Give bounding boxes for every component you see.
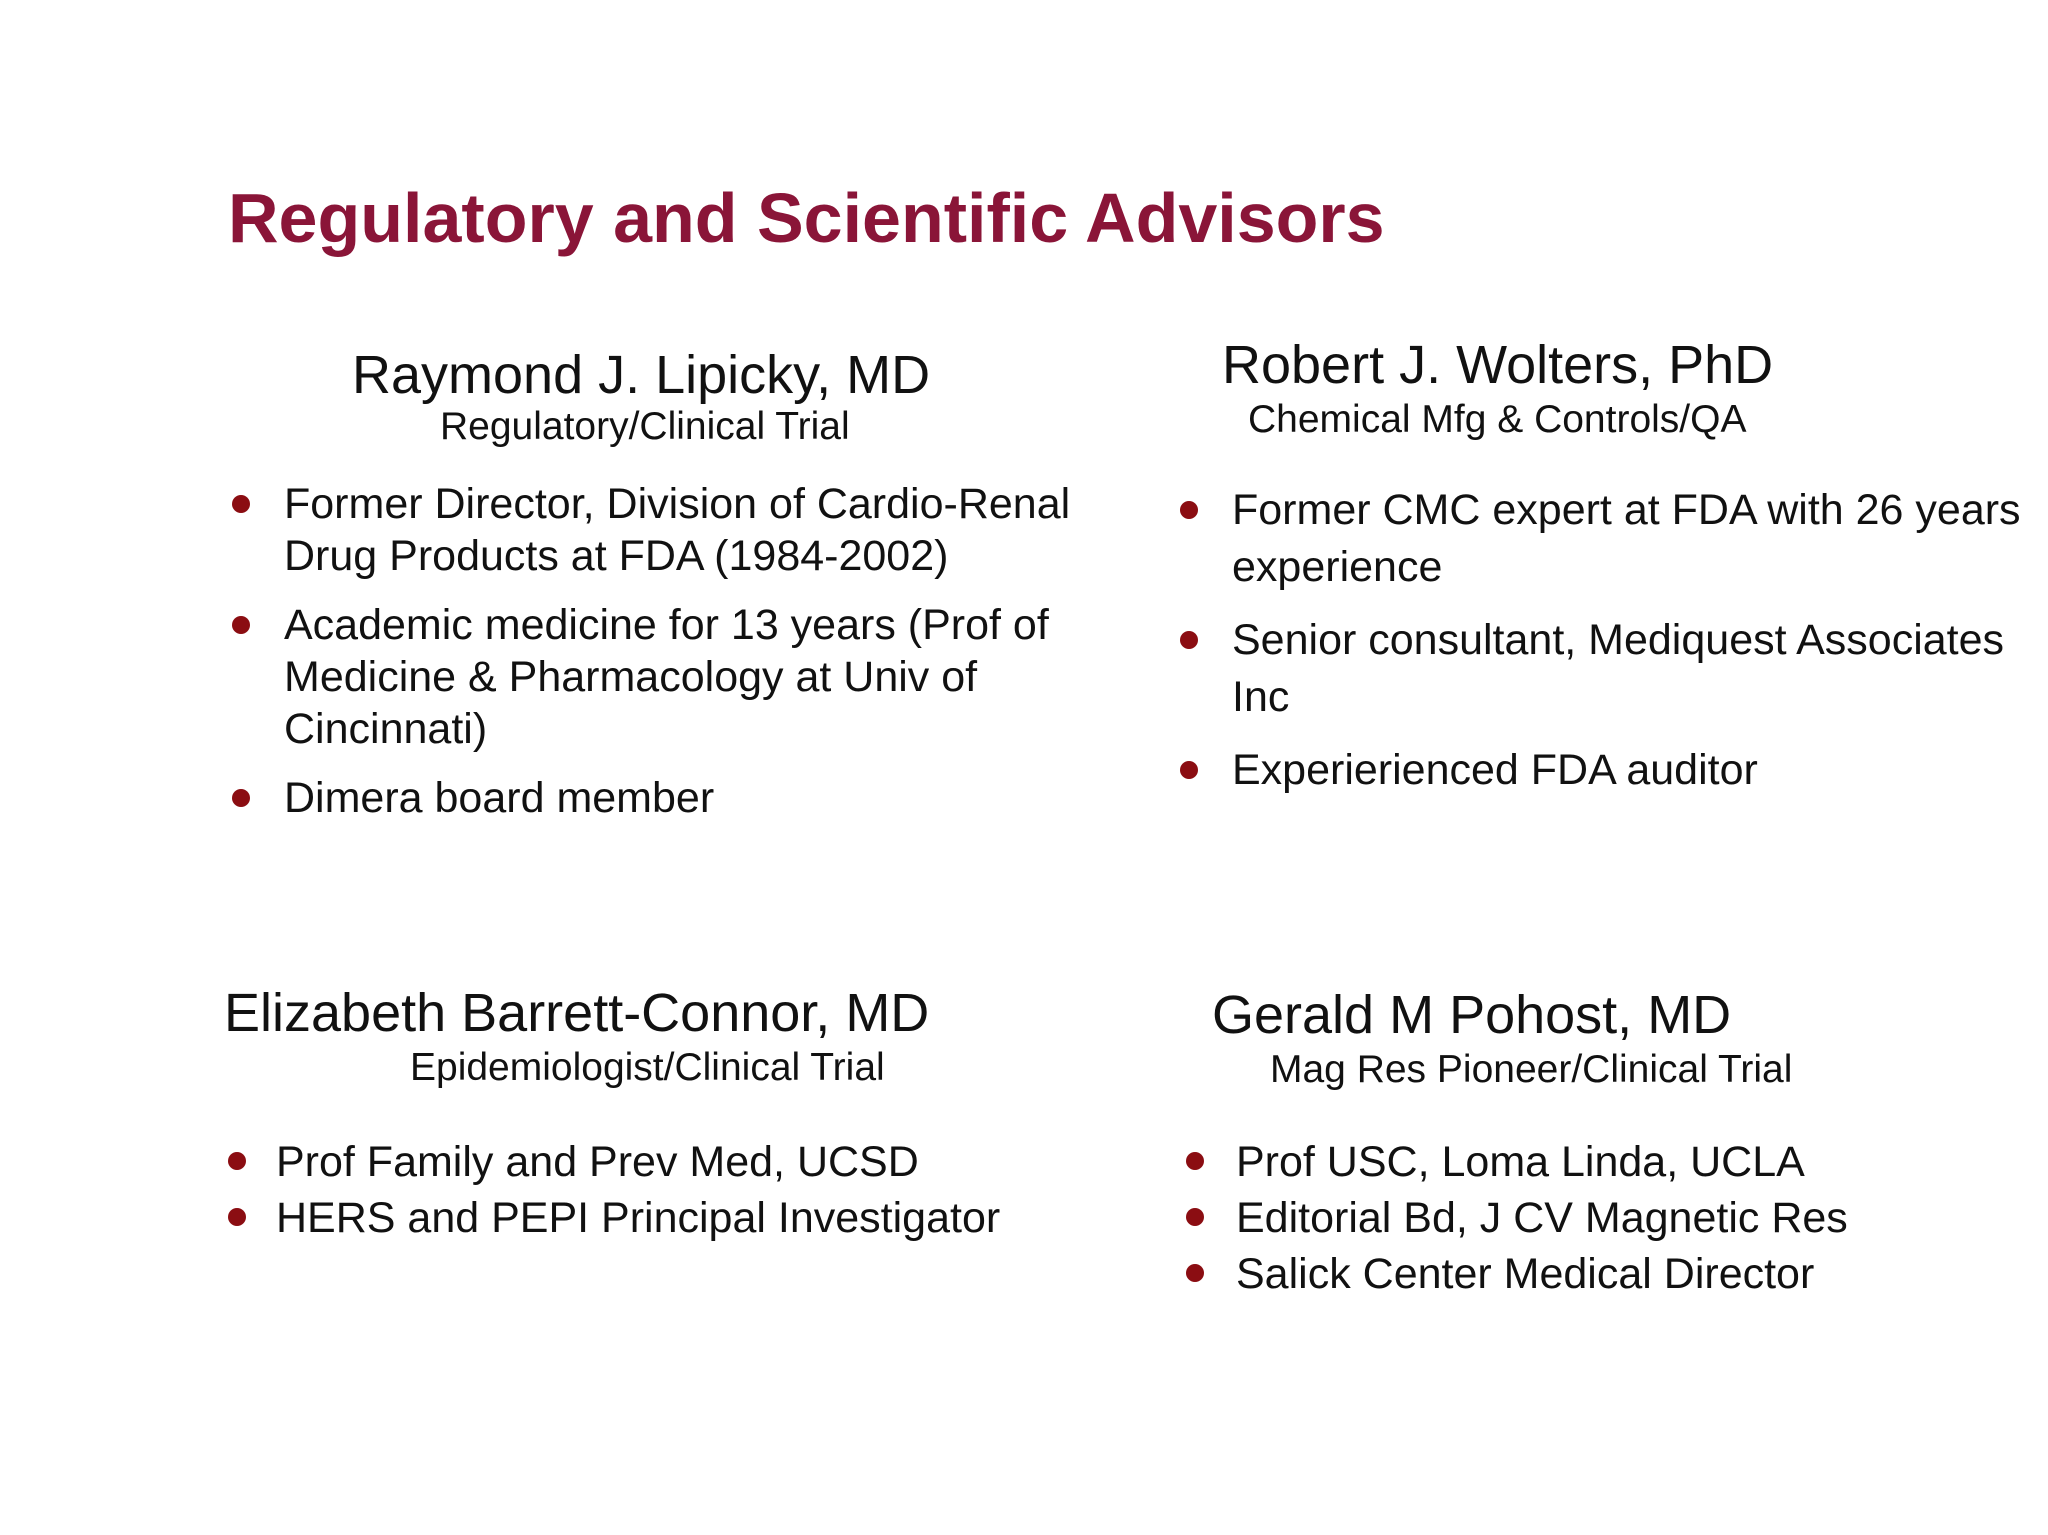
bullet-item xyxy=(222,1190,1102,1246)
bullet-text: Senior consultant, Mediquest Associates Inc xyxy=(1232,616,2005,721)
advisor-bullet-list xyxy=(228,478,1088,841)
bullet-item xyxy=(222,1134,1102,1190)
bullet-dot-icon xyxy=(1180,631,1198,649)
advisor-bullet-list xyxy=(222,1134,1102,1246)
bullet-text: Editorial Bd, J CV Magnetic Res xyxy=(1236,1194,1848,1242)
bullet-text: Experierienced FDA auditor xyxy=(1232,746,1758,794)
bullet-dot-icon xyxy=(1186,1208,1204,1226)
advisor-bullet-list xyxy=(1180,1134,2040,1302)
advisor-role: Regulatory/Clinical Trial xyxy=(440,405,850,448)
bullet-text: Dimera board member xyxy=(284,774,715,822)
bullet-text: Salick Center Medical Director xyxy=(1236,1250,1815,1298)
advisor-card-pohost xyxy=(1180,980,2040,1310)
bullet-item xyxy=(1176,612,2036,726)
bullet-item xyxy=(228,478,1088,582)
advisor-card-wolters xyxy=(1176,335,2036,835)
advisor-role: Mag Res Pioneer/Clinical Trial xyxy=(1270,1048,1793,1091)
bullet-dot-icon xyxy=(228,1152,246,1170)
advisor-role: Chemical Mfg & Controls/QA xyxy=(1248,398,1747,441)
bullet-dot-icon xyxy=(232,616,250,634)
bullet-text: Prof USC, Loma Linda, UCLA xyxy=(1236,1138,1805,1186)
bullet-dot-icon xyxy=(232,789,250,807)
bullet-item xyxy=(1176,482,2036,596)
bullet-dot-icon xyxy=(1186,1264,1204,1282)
advisor-card-barrett-connor xyxy=(222,980,1102,1260)
advisor-name: Raymond J. Lipicky, MD xyxy=(352,345,931,405)
bullet-item xyxy=(1180,1190,2040,1246)
advisor-name: Gerald M Pohost, MD xyxy=(1212,985,1732,1045)
advisor-role: Epidemiologist/Clinical Trial xyxy=(410,1046,885,1089)
bullet-text: HERS and PEPI Principal Investigator xyxy=(276,1194,1001,1242)
bullet-dot-icon xyxy=(1186,1152,1204,1170)
bullet-dot-icon xyxy=(232,495,250,513)
bullet-item xyxy=(1176,742,2036,799)
bullet-item xyxy=(1180,1134,2040,1190)
bullet-dot-icon xyxy=(1180,501,1198,519)
bullet-text: Prof Family and Prev Med, UCSD xyxy=(276,1138,919,1186)
bullet-text: Former Director, Division of Cardio-Renal Drug Products at FDA (1984-2002) xyxy=(284,480,1071,580)
bullet-text: Academic medicine for 13 years (Prof of Medicine & Pharmacology at Univ of Cincinnati) xyxy=(284,601,1049,753)
bullet-item xyxy=(228,772,1088,824)
advisor-name: Robert J. Wolters, PhD xyxy=(1222,335,1774,395)
advisor-card-lipicky xyxy=(228,340,1088,900)
bullet-dot-icon xyxy=(1180,761,1198,779)
bullet-text: Former CMC expert at FDA with 26 years experience xyxy=(1232,486,2021,591)
bullet-item xyxy=(228,599,1088,755)
advisor-bullet-list xyxy=(1176,482,2036,815)
slide-title: Regulatory and Scientific Advisors xyxy=(228,179,1385,257)
bullet-dot-icon xyxy=(228,1208,246,1226)
advisor-name: Elizabeth Barrett-Connor, MD xyxy=(224,983,930,1043)
bullet-item xyxy=(1180,1246,2040,1302)
